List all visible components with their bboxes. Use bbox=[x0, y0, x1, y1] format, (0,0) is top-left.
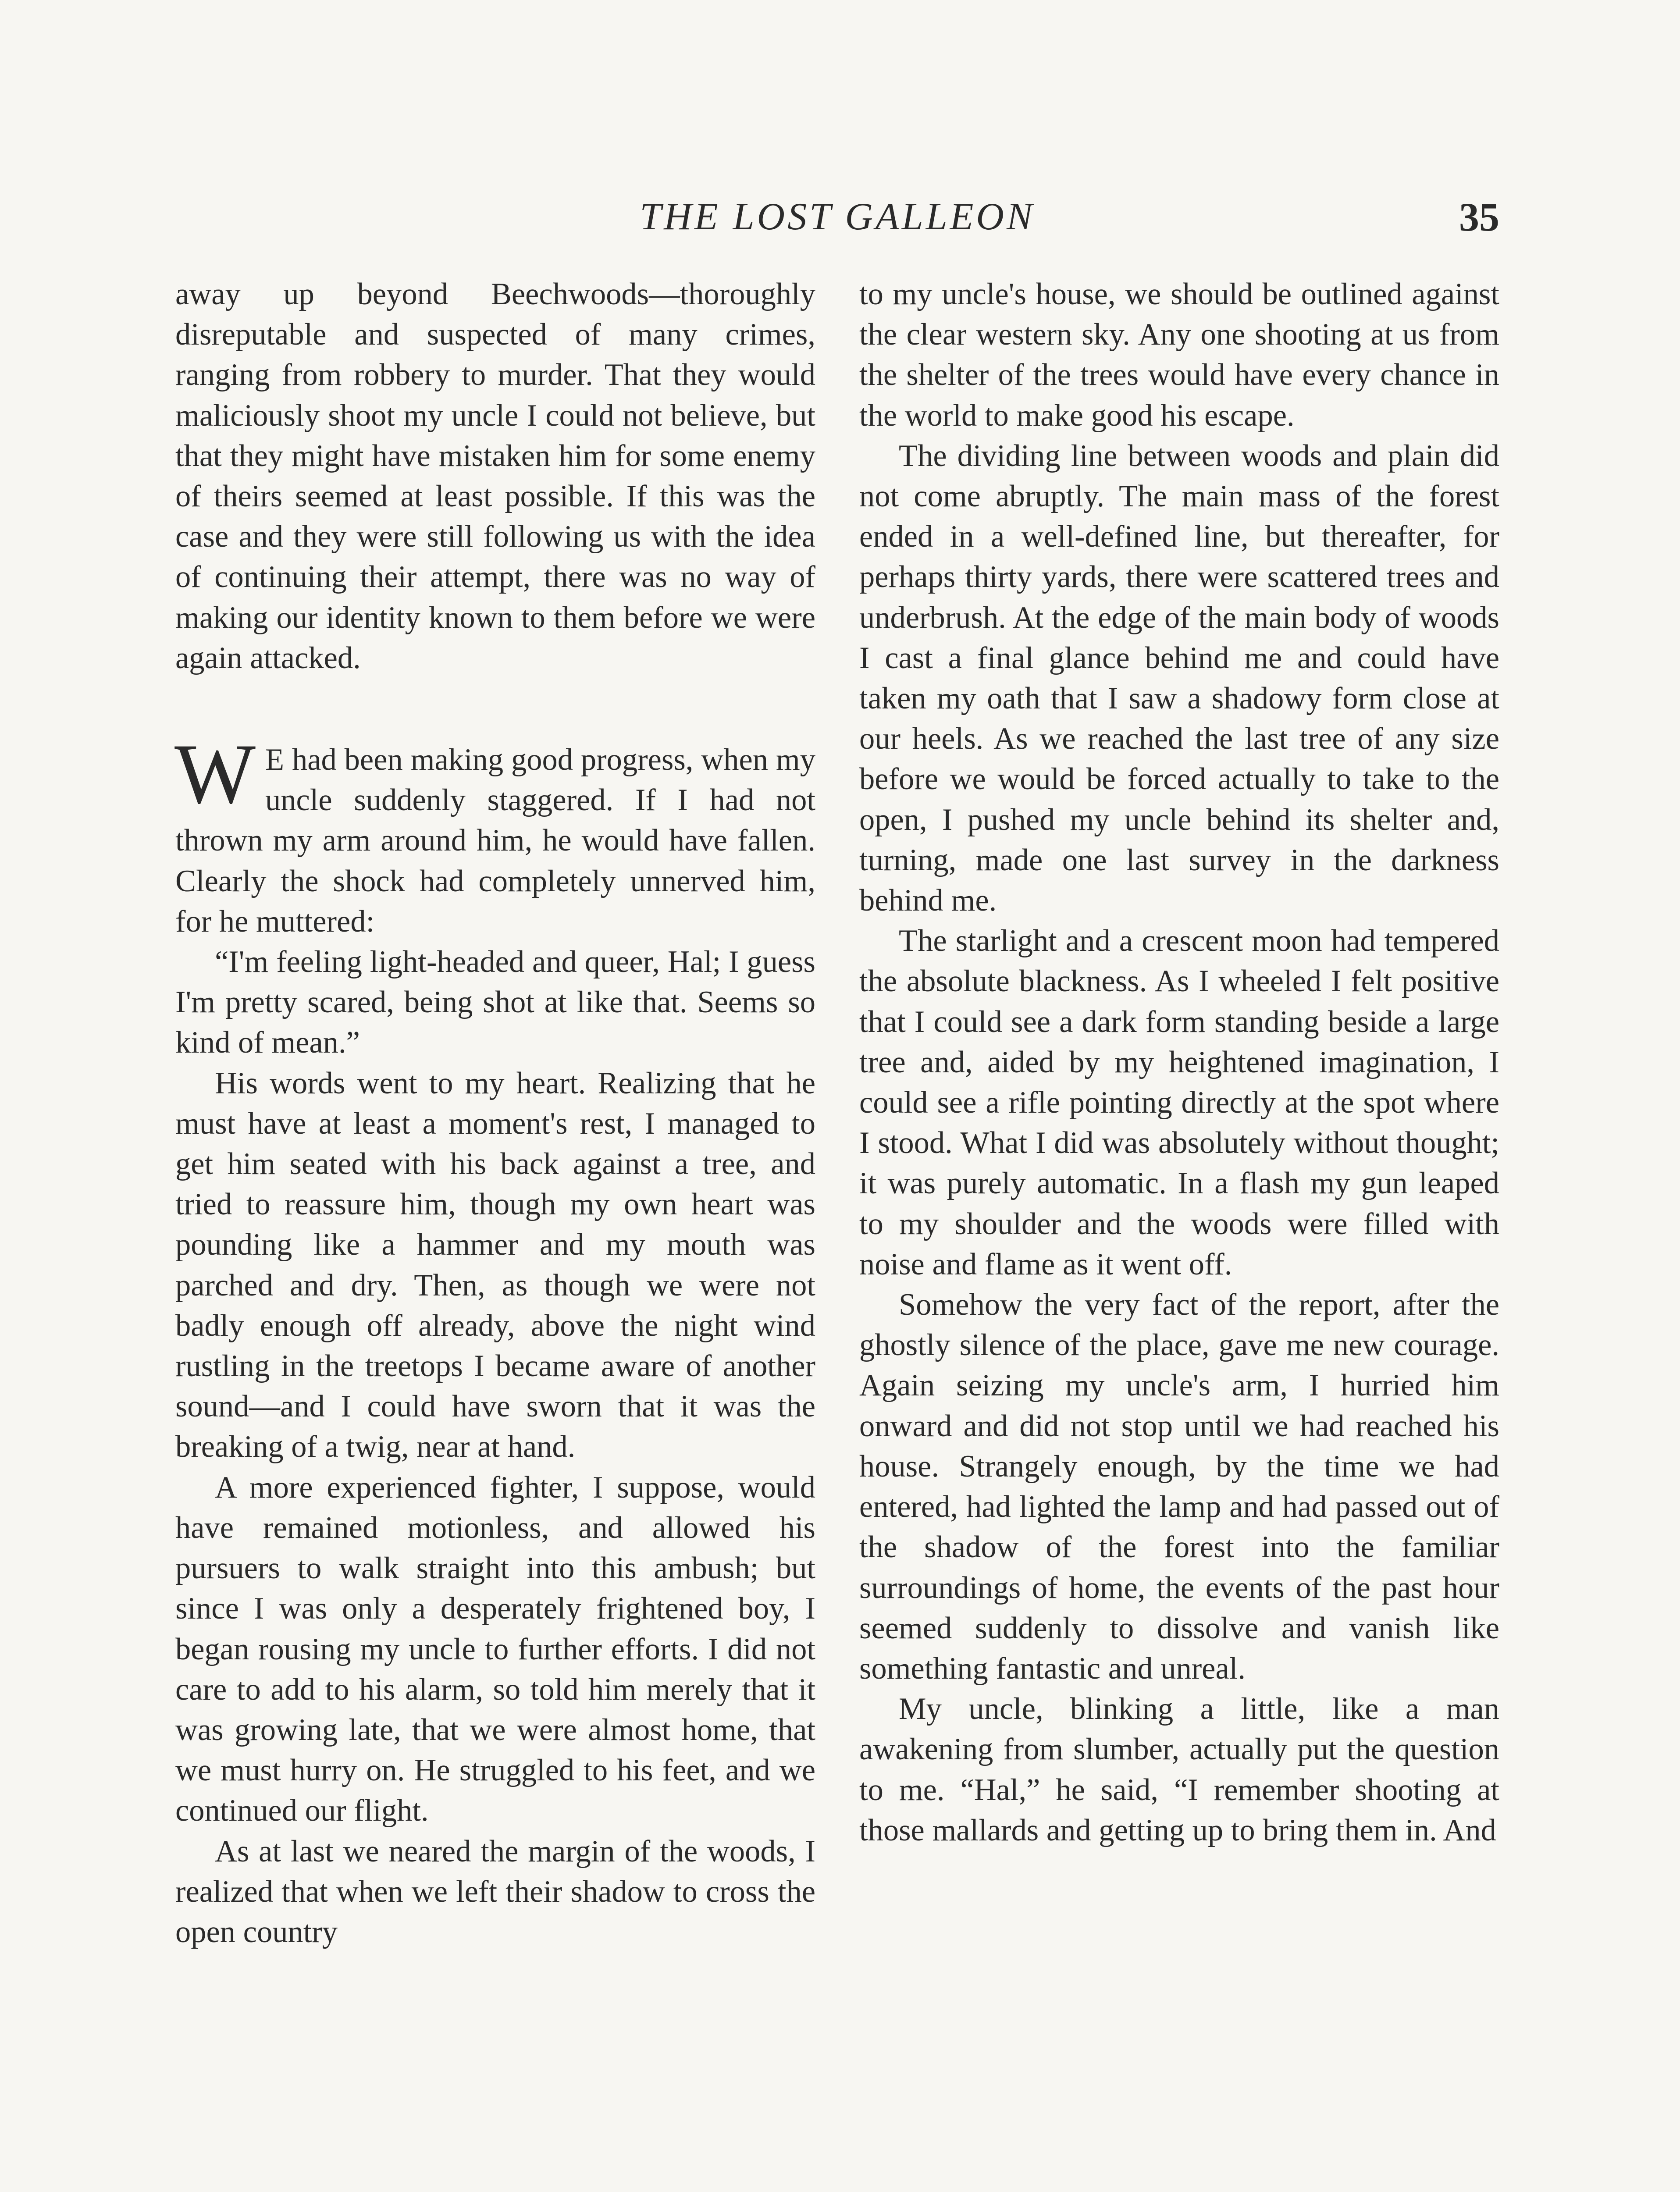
paragraph: “I'm feeling light-headed and queer, Hal; I guess I'm pretty scared, being shot at like that. Seems so kind of mean.” bbox=[175, 945, 815, 1060]
paragraph: His words went to my heart. Realizing that he must have at least a moment's rest, I managed to get him seated with his back against a tree, and tried to reassure him, though my own heart was pounding like a hammer and my mouth was parched and dry. Then, as though we were not badly enough off already, above the night wind rustling in the treetops I became aware of another sound—and I could have sworn that it was the breaking of a twig, near at hand. bbox=[175, 1066, 815, 1464]
paragraph: The dividing line between woods and plain did not come abruptly. The main mass of the forest ended in a well-defined line, but thereafter, for perhaps thirty yards, there were scattered trees and underbrush. At the edge of the main body of woods I cast a final glance behind me and could have taken my oath that I saw a shadowy form close at our heels. As we reached the last tree of any size before we would be forced actually to take to the open, I pushed my uncle behind its shelter and, turning, made one last survey in the darkness behind me. bbox=[859, 438, 1499, 918]
left-column bbox=[175, 274, 815, 1952]
drop-cap: W bbox=[174, 726, 256, 822]
paragraph: As at last we neared the margin of the woods, I realized that when we left their shadow to cross the open country bbox=[175, 1834, 815, 1949]
paragraph: Somehow the very fact of the report, after the ghostly silence of the place, gave me new courage. Again seizing my uncle's arm, I hurried him onward and did not stop until we had reached his house. Strangely enough, by the time we had entered, had lighted the lamp and had passed out of the shadow of the forest into the familiar surroundings of home, the events of the past hour seemed suddenly to dissolve and vanish like something fantastic and unreal. bbox=[859, 1288, 1499, 1686]
running-head bbox=[175, 193, 1499, 241]
paragraph: My uncle, blinking a little, like a man awakening from slumber, actually put the question to me. “Hal,” he said, “I remember shooting at those mallards and getting up to bring them in. And bbox=[859, 1692, 1499, 1847]
page-number: 35 bbox=[1459, 195, 1499, 239]
right-column bbox=[859, 274, 1499, 1850]
page-title: THE LOST GALLEON bbox=[640, 196, 1035, 238]
paragraph: A more experienced fighter, I suppose, would have remained motionless, and allowed his pursuers to walk straight into this ambush; but since I was only a desperately frightened boy, I began rousing my uncle to further efforts. I did not care to add to his alarm, so told him merely that it was growing late, that we were almost home, that we must hurry on. He struggled to his feet, and we continued our flight. bbox=[175, 1470, 815, 1828]
section-start-paragraph bbox=[174, 726, 815, 942]
paragraph: The starlight and a crescent moon had tempered the absolute blackness. As I wheeled I felt positive that I could see a dark form standing beside a large tree and, aided by my heightened imagination, I could see a rifle pointing directly at the spot where I stood. What I did was absolutely without thought; it was purely automatic. In a flash my gun leaped to my shoulder and the woods were filled with noise and flame as it went off. bbox=[859, 924, 1499, 1281]
paragraph: away up beyond Beechwoods—thoroughly disreputable and suspected of many crimes, ranging from robbery to murder. That they would maliciously shoot my uncle I could not believe, but that they might have mistaken him for some enemy of theirs seemed at least possible. If this was the case and they were still following us with the idea of continuing their attempt, there was no way of making our identity known to them before we were again attacked. bbox=[175, 277, 815, 675]
paragraph: to my uncle's house, we should be outlined against the clear western sky. Any one shooting at us from the shelter of the trees would have every chance in the world to make good his escape. bbox=[859, 277, 1499, 433]
paragraph-text: E had been making good progress, when my uncle suddenly staggered. If I had not thrown my arm around him, he would have fallen. Clearly the shock had completely unnerved him, for he muttered: bbox=[175, 743, 815, 939]
